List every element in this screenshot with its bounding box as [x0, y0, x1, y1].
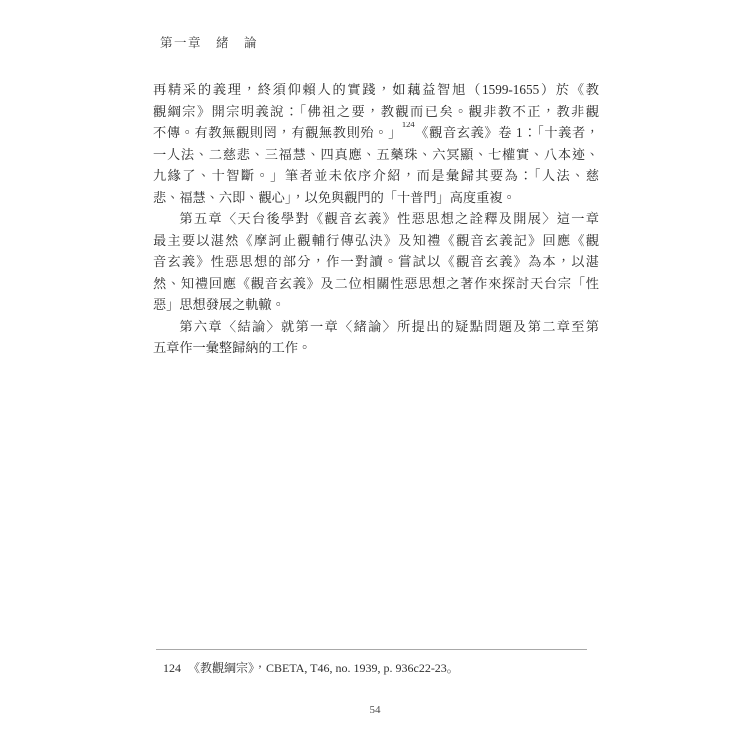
- text-line: 九緣了、十智斷。」筆者並未依序介紹，而是彙歸其要為：「人法、慈: [153, 168, 599, 183]
- text-line: 第六章〈結論〉就第一章〈緒論〉所提出的疑點問題及第二章至第: [179, 318, 599, 334]
- text-line: 音玄義》性惡思想的部分，作一對讀。嘗試以《觀音玄義》為本，以湛: [153, 254, 599, 269]
- text-line: 最主要以湛然《摩訶止觀輔行傳弘決》及知禮《觀音玄義記》回應《觀: [153, 232, 599, 248]
- text-line: 五章作一彙整歸納的工作。: [153, 340, 312, 355]
- body-text: [153, 79, 599, 359]
- page-number: 54: [369, 704, 381, 716]
- text-segment: 不傳。有教無觀則罔，有觀無教則殆。」: [153, 125, 402, 140]
- text-line: 悲、福慧、六即、觀心」，以免與觀門的「十普門」高度重複。: [153, 189, 516, 205]
- text-line: 再精采的義理，終須仰賴人的實踐，如藕益智旭（1599-1655）於《教: [153, 82, 599, 97]
- running-header: 第一章 緒 論: [160, 36, 259, 50]
- text-line: 第五章〈天台後學對《觀音玄義》性惡思想之詮釋及開展〉這一章: [179, 211, 599, 226]
- text-line: 然、知禮回應《觀音玄義》及二位相關性惡思想之著作來探討天台宗「性: [153, 275, 599, 291]
- text-line: 一人法、二慈悲、三福慧、四真應、五藥珠、六冥顯、七權實、八本迹、: [153, 146, 599, 162]
- text-line: 觀綱宗》開宗明義說：「佛祖之要，教觀而已矣。觀非教不正，教非觀: [153, 103, 599, 119]
- footnote: [163, 660, 593, 676]
- text-line: 惡」思想發展之軌轍。: [153, 297, 285, 312]
- footnote-ref: 124: [401, 122, 415, 130]
- text-line: [153, 122, 599, 144]
- footnote-text: 《教觀綱宗》，CBETA, T46, no. 1939, p. 936c22-23。: [188, 661, 459, 675]
- footnote-number: 124: [163, 661, 181, 675]
- text-segment: 《觀音玄義》卷 1：「十義者，: [414, 125, 599, 140]
- footnote-separator: [156, 649, 587, 650]
